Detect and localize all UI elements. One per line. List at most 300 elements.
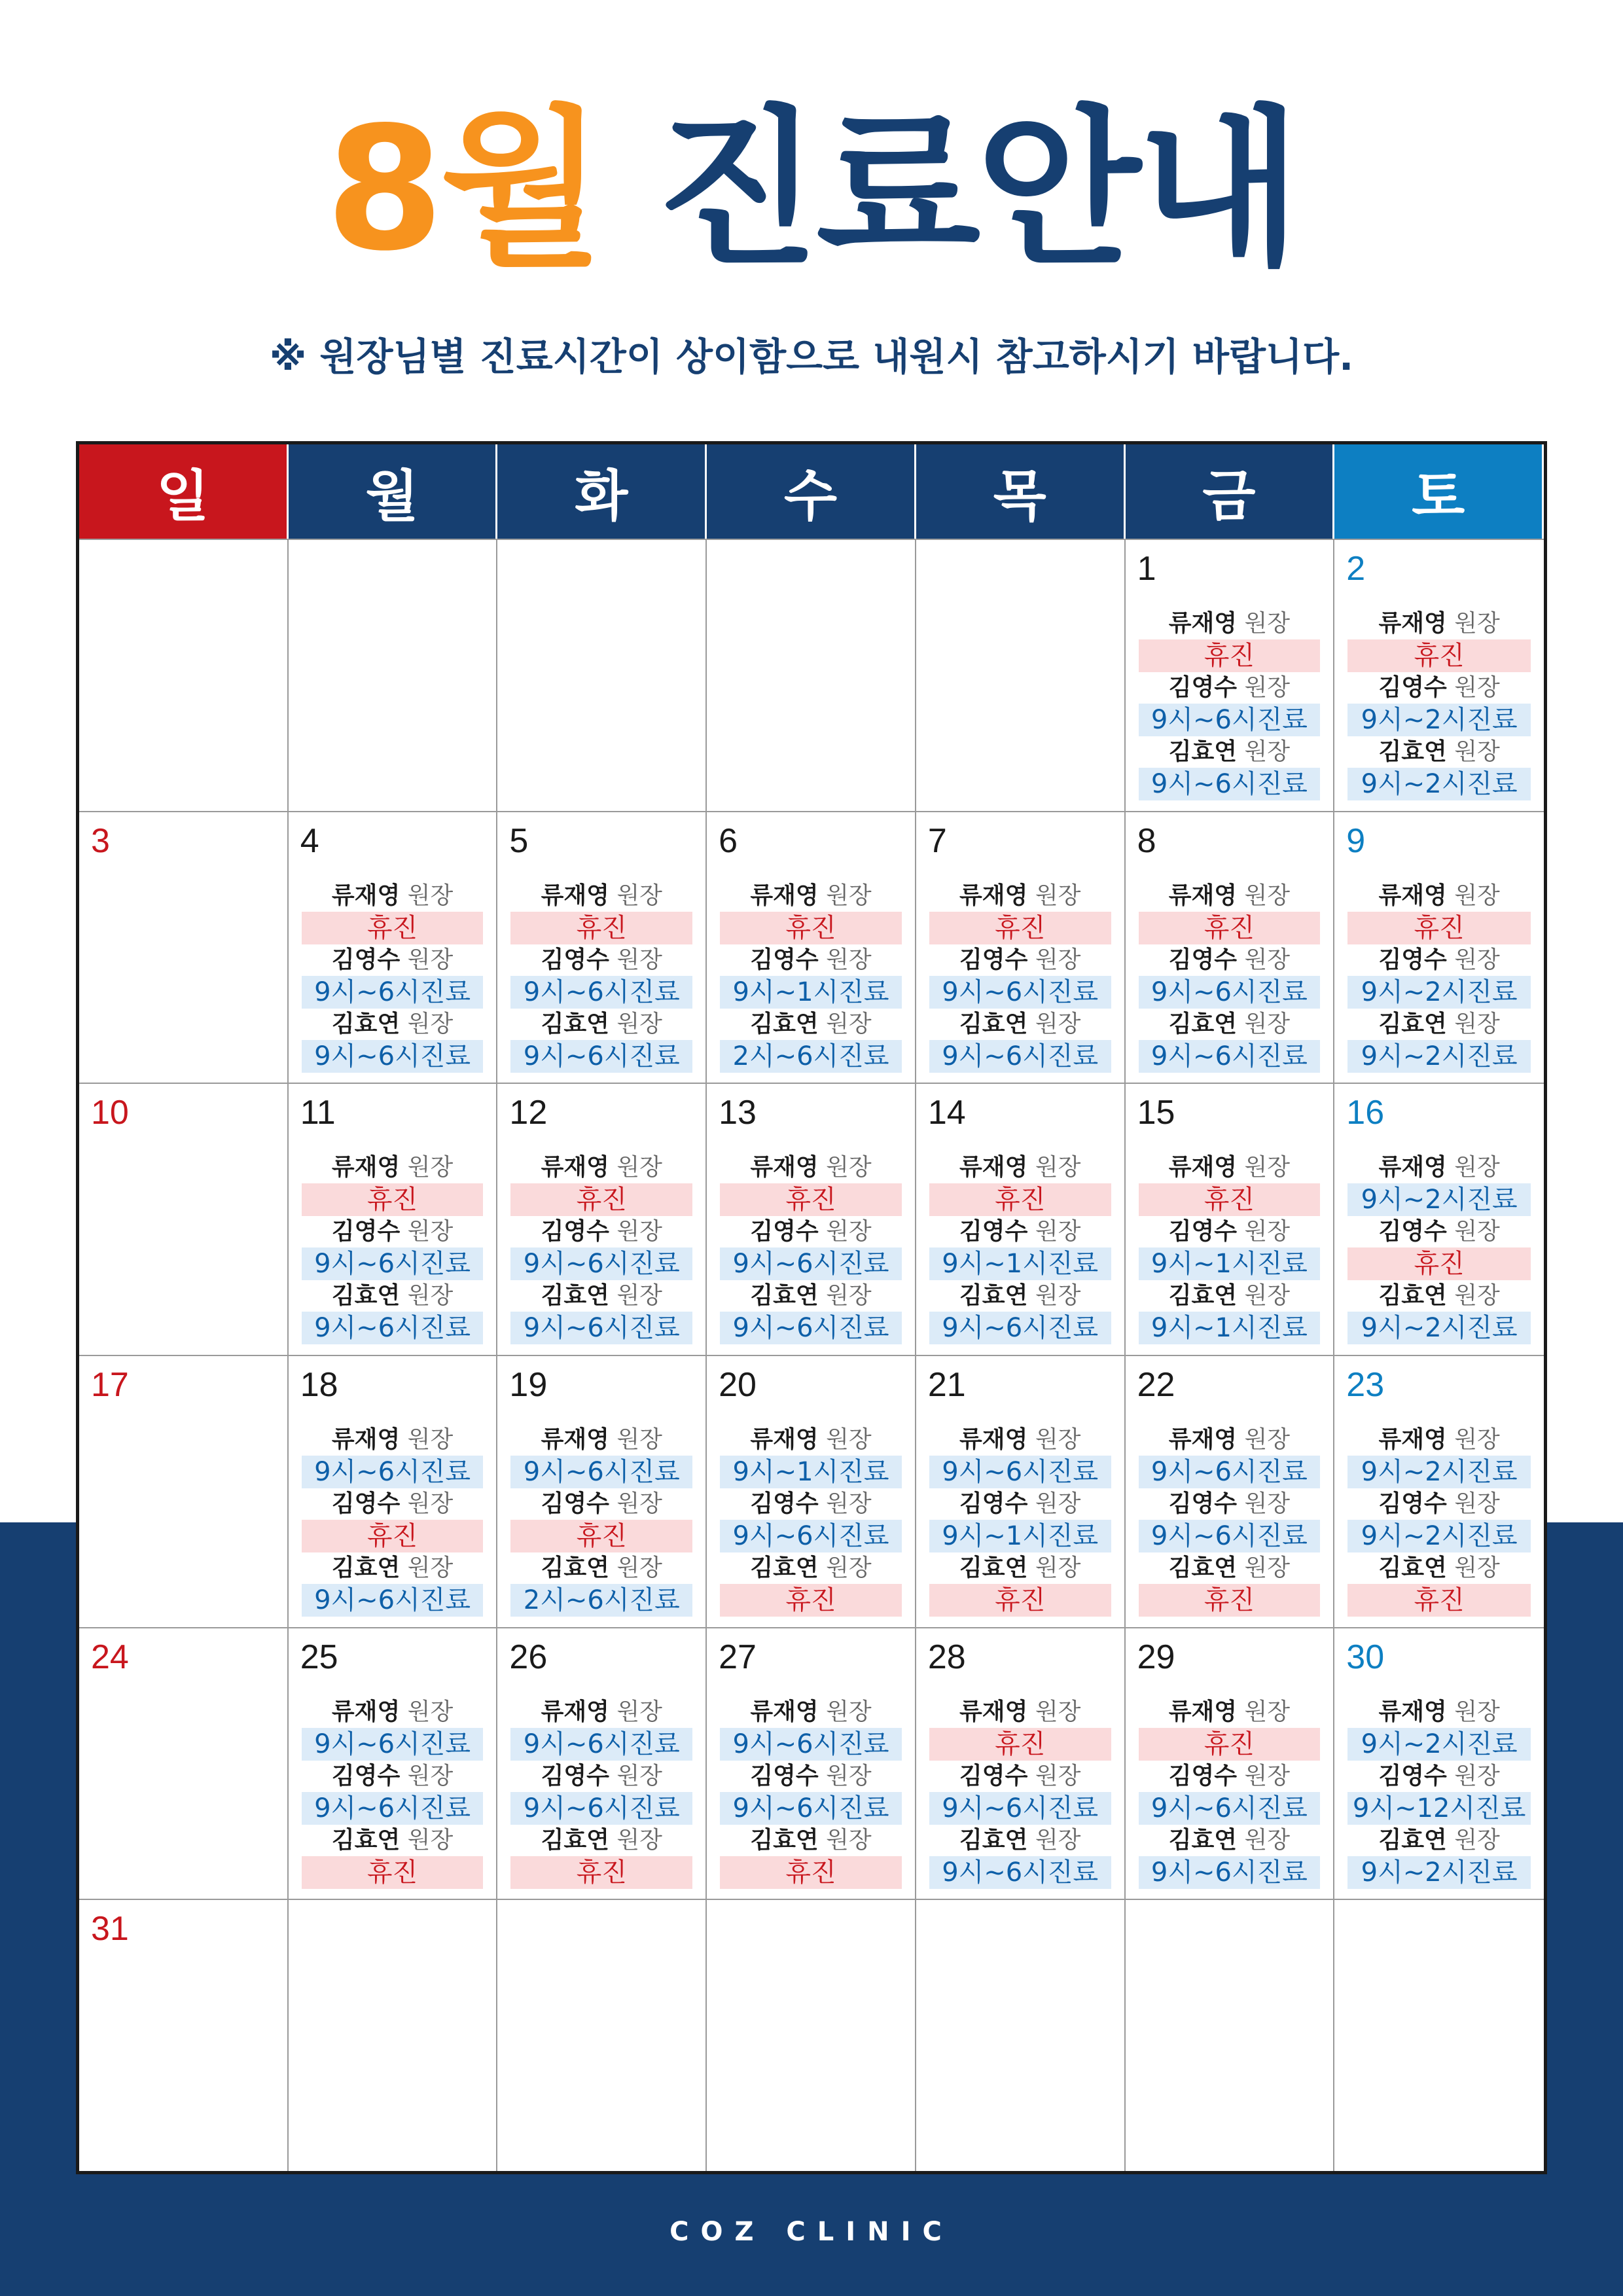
day-number: 28 <box>927 1638 966 1676</box>
doctor-line <box>1347 1488 1531 1520</box>
day-cell <box>707 539 916 811</box>
doctor-line <box>302 1761 484 1792</box>
day-number: 12 <box>509 1094 548 1132</box>
hours-status: 2시~6시진료 <box>720 1040 902 1073</box>
doctor-name: 김영수 <box>331 946 401 973</box>
weekday-header: 금 <box>1126 444 1335 539</box>
doctor-line <box>510 880 692 912</box>
doctor-line <box>720 1696 902 1728</box>
day-number: 23 <box>1346 1365 1385 1404</box>
doctor-role: 원장 <box>407 1218 454 1246</box>
doctor-name: 김영수 <box>541 1762 609 1789</box>
hours-status: 9시~6시진료 <box>302 1728 484 1761</box>
doctor-role: 원장 <box>616 1490 662 1517</box>
day-cell <box>916 1355 1126 1627</box>
schedule-list <box>1139 880 1321 1073</box>
hours-status: 9시~6시진료 <box>302 1456 484 1488</box>
day-cell <box>289 539 498 811</box>
doctor-role: 원장 <box>1244 1282 1291 1310</box>
closed-status: 휴진 <box>1139 1728 1321 1761</box>
doctor-name: 김영수 <box>750 1762 819 1789</box>
doctor-line <box>1139 1761 1321 1792</box>
day-number: 20 <box>719 1365 757 1404</box>
doctor-name: 류재영 <box>750 1698 819 1725</box>
doctor-name: 김효연 <box>959 1010 1028 1037</box>
day-cell <box>1334 811 1544 1083</box>
doctor-name: 김영수 <box>959 1490 1028 1517</box>
doctor-role: 원장 <box>1244 1826 1291 1854</box>
day-cell <box>497 1355 707 1627</box>
hours-status: 9시~2시진료 <box>1347 1183 1531 1216</box>
doctor-role: 원장 <box>1454 1490 1500 1517</box>
hours-status: 9시~6시진료 <box>929 1040 1111 1073</box>
closed-status: 휴진 <box>1139 1183 1321 1216</box>
doctor-name: 김효연 <box>959 1282 1028 1310</box>
closed-status: 휴진 <box>929 1584 1111 1617</box>
schedule-list <box>1347 1152 1531 1344</box>
hours-status: 9시~6시진료 <box>720 1520 902 1552</box>
doctor-name: 김영수 <box>1378 1218 1447 1246</box>
doctor-name: 김효연 <box>541 1010 609 1037</box>
doctor-name: 김효연 <box>331 1010 401 1037</box>
day-number: 3 <box>91 821 110 860</box>
day-cell <box>1334 1083 1544 1355</box>
hours-status: 9시~6시진료 <box>1139 1792 1321 1825</box>
doctor-role: 원장 <box>407 1490 454 1517</box>
doctor-name: 류재영 <box>1378 610 1447 637</box>
hours-status: 9시~6시진료 <box>720 1728 902 1761</box>
day-number: 11 <box>300 1094 336 1132</box>
hours-status: 9시~12시진료 <box>1347 1792 1531 1825</box>
doctor-line <box>720 1825 902 1856</box>
day-number: 15 <box>1137 1094 1175 1132</box>
day-cell <box>79 539 289 811</box>
doctor-role: 원장 <box>1035 1154 1081 1181</box>
hours-status: 9시~1시진료 <box>1139 1247 1321 1280</box>
hours-status: 9시~2시진료 <box>1347 1456 1531 1488</box>
doctor-line <box>1139 880 1321 912</box>
doctor-line <box>929 880 1111 912</box>
doctor-line <box>1139 1488 1321 1520</box>
doctor-name: 김영수 <box>1168 1490 1238 1517</box>
hours-status: 9시~2시진료 <box>1347 976 1531 1009</box>
doctor-role: 원장 <box>407 946 454 973</box>
doctor-name: 김효연 <box>1168 1010 1238 1037</box>
doctor-line <box>510 1216 692 1247</box>
day-cell <box>1334 1355 1544 1627</box>
day-number: 1 <box>1137 550 1156 588</box>
schedule-list <box>1139 608 1321 800</box>
doctor-line <box>1139 1152 1321 1183</box>
doctor-name: 김영수 <box>541 946 609 973</box>
doctor-name: 김효연 <box>1378 1554 1447 1581</box>
schedule-list <box>302 1152 484 1344</box>
doctor-line <box>1347 1280 1531 1312</box>
hours-status: 9시~2시진료 <box>1347 704 1531 736</box>
doctor-name: 김영수 <box>1168 946 1238 973</box>
closed-status: 휴진 <box>302 1856 484 1889</box>
day-number: 13 <box>719 1094 757 1132</box>
doctor-role: 원장 <box>1244 1218 1291 1246</box>
schedule-list <box>302 1696 484 1889</box>
doctor-line <box>1139 1552 1321 1584</box>
brand-name: COZ CLINIC <box>669 2217 954 2247</box>
doctor-line <box>302 880 484 912</box>
notice-text: ※ 원장님별 진료시간이 상이함으로 내원시 참고하시기 바랍니다. <box>269 334 1354 379</box>
doctor-role: 원장 <box>616 1826 662 1854</box>
schedule-list <box>302 880 484 1073</box>
doctor-role: 원장 <box>826 946 872 973</box>
doctor-line <box>720 1280 902 1312</box>
hours-status: 9시~6시진료 <box>510 1792 692 1825</box>
day-cell <box>1334 1627 1544 1899</box>
day-cell <box>79 1355 289 1627</box>
doctor-name: 류재영 <box>959 1426 1028 1453</box>
hours-status: 9시~6시진료 <box>1139 976 1321 1009</box>
schedule-list <box>1347 880 1531 1073</box>
schedule-list <box>1139 1152 1321 1344</box>
day-cell <box>289 1355 498 1627</box>
doctor-role: 원장 <box>1454 1010 1500 1037</box>
doctor-name: 김효연 <box>1378 738 1447 765</box>
day-cell <box>1126 1899 1335 2171</box>
doctor-role: 원장 <box>1035 1218 1081 1246</box>
doctor-line <box>720 1216 902 1247</box>
closed-status: 휴진 <box>1139 1584 1321 1617</box>
doctor-role: 원장 <box>616 946 662 973</box>
hours-status: 9시~6시진료 <box>1139 1040 1321 1073</box>
day-cell <box>289 811 498 1083</box>
day-cell <box>1126 539 1335 811</box>
doctor-role: 원장 <box>826 1426 872 1453</box>
doctor-role: 원장 <box>1244 1154 1291 1181</box>
doctor-role: 원장 <box>1244 1762 1291 1789</box>
closed-status: 휴진 <box>510 1183 692 1216</box>
doctor-name: 류재영 <box>1378 1698 1447 1725</box>
doctor-role: 원장 <box>1244 946 1291 973</box>
day-number: 25 <box>300 1638 338 1676</box>
doctor-name: 김영수 <box>331 1490 401 1517</box>
doctor-line <box>302 1280 484 1312</box>
day-cell <box>916 1083 1126 1355</box>
closed-status: 휴진 <box>510 1520 692 1552</box>
hours-status: 9시~6시진료 <box>1139 1856 1321 1889</box>
doctor-role: 원장 <box>1035 1826 1081 1854</box>
day-cell <box>79 1627 289 1899</box>
doctor-name: 김효연 <box>1168 1826 1238 1854</box>
schedule-list <box>929 1696 1111 1889</box>
closed-status: 휴진 <box>510 1856 692 1889</box>
doctor-line <box>510 1552 692 1584</box>
closed-status: 휴진 <box>1347 1584 1531 1617</box>
doctor-line <box>1347 1424 1531 1456</box>
doctor-role: 원장 <box>1454 1554 1500 1581</box>
doctor-line <box>1139 1424 1321 1456</box>
doctor-name: 류재영 <box>750 882 819 909</box>
doctor-line <box>720 1488 902 1520</box>
hours-status: 9시~6시진료 <box>720 1792 902 1825</box>
day-number: 6 <box>719 821 738 860</box>
doctor-name: 류재영 <box>331 1426 401 1453</box>
doctor-name: 김효연 <box>1168 1554 1238 1581</box>
title-main: 진료안내 <box>655 91 1298 289</box>
weekday-header: 목 <box>916 444 1126 539</box>
day-cell <box>1334 539 1544 811</box>
doctor-name: 류재영 <box>1378 1154 1447 1181</box>
doctor-name: 류재영 <box>1378 882 1447 909</box>
hours-status: 9시~6시진료 <box>302 1312 484 1344</box>
doctor-line <box>720 1009 902 1040</box>
day-cell <box>707 1083 916 1355</box>
doctor-name: 김영수 <box>959 946 1028 973</box>
doctor-name: 김영수 <box>750 946 819 973</box>
doctor-role: 원장 <box>1035 946 1081 973</box>
hours-status: 9시~6시진료 <box>302 976 484 1009</box>
doctor-line <box>510 1825 692 1856</box>
doctor-line <box>510 944 692 976</box>
doctor-role: 원장 <box>407 1826 454 1854</box>
day-cell <box>497 539 707 811</box>
hours-status: 9시~6시진료 <box>510 1728 692 1761</box>
doctor-line <box>1347 1552 1531 1584</box>
day-cell <box>79 1083 289 1355</box>
hours-status: 9시~6시진료 <box>1139 768 1321 800</box>
doctor-line <box>302 1552 484 1584</box>
doctor-name: 김영수 <box>959 1218 1028 1246</box>
schedule-list <box>302 1424 484 1617</box>
doctor-role: 원장 <box>407 1282 454 1310</box>
doctor-role: 원장 <box>1454 1154 1500 1181</box>
doctor-name: 류재영 <box>1168 1698 1238 1725</box>
schedule-list <box>929 880 1111 1073</box>
doctor-name: 김영수 <box>750 1490 819 1517</box>
doctor-line <box>302 944 484 976</box>
hours-status: 2시~6시진료 <box>510 1584 692 1617</box>
day-number: 27 <box>719 1638 757 1676</box>
closed-status: 휴진 <box>302 912 484 944</box>
closed-status: 휴진 <box>720 1856 902 1889</box>
doctor-line <box>510 1152 692 1183</box>
doctor-line <box>1347 736 1531 768</box>
doctor-role: 원장 <box>407 882 454 909</box>
day-cell <box>497 1083 707 1355</box>
day-cell <box>916 811 1126 1083</box>
doctor-role: 원장 <box>826 1490 872 1517</box>
doctor-line <box>720 880 902 912</box>
schedule-list <box>510 1152 692 1344</box>
doctor-name: 류재영 <box>1168 1154 1238 1181</box>
day-number: 21 <box>927 1365 966 1404</box>
doctor-line <box>1139 672 1321 704</box>
doctor-name: 류재영 <box>959 1154 1028 1181</box>
doctor-line <box>302 1424 484 1456</box>
closed-status: 휴진 <box>720 1584 902 1617</box>
doctor-role: 원장 <box>1035 1698 1081 1725</box>
doctor-name: 김효연 <box>541 1282 609 1310</box>
calendar <box>76 441 1547 2174</box>
doctor-role: 원장 <box>826 882 872 909</box>
hours-status: 9시~6시진료 <box>1139 1456 1321 1488</box>
doctor-line <box>302 1696 484 1728</box>
closed-status: 휴진 <box>720 912 902 944</box>
schedule-list <box>720 1424 902 1617</box>
day-cell <box>289 1627 498 1899</box>
doctor-name: 김영수 <box>541 1490 609 1517</box>
doctor-name: 김영수 <box>1378 1490 1447 1517</box>
weekday-header: 월 <box>289 444 498 539</box>
title-month: 8월 <box>325 91 601 289</box>
doctor-role: 원장 <box>1454 674 1500 701</box>
hours-status: 9시~6시진료 <box>929 976 1111 1009</box>
doctor-role: 원장 <box>826 1154 872 1181</box>
schedule-list <box>720 1696 902 1889</box>
doctor-name: 김효연 <box>750 1010 819 1037</box>
doctor-line <box>510 1488 692 1520</box>
doctor-line <box>929 944 1111 976</box>
doctor-line <box>929 1552 1111 1584</box>
doctor-name: 류재영 <box>1168 610 1238 637</box>
day-cell <box>289 1899 498 2171</box>
schedule-list <box>510 880 692 1073</box>
hours-status: 9시~6시진료 <box>510 976 692 1009</box>
day-cell <box>1126 811 1335 1083</box>
day-cell <box>707 1355 916 1627</box>
closed-status: 휴진 <box>929 1183 1111 1216</box>
doctor-name: 김효연 <box>750 1554 819 1581</box>
doctor-role: 원장 <box>826 1762 872 1789</box>
day-cell <box>707 811 916 1083</box>
doctor-name: 김효연 <box>541 1826 609 1854</box>
schedule-list <box>510 1696 692 1889</box>
day-number: 22 <box>1137 1365 1175 1404</box>
hours-status: 9시~6시진료 <box>1139 704 1321 736</box>
doctor-role: 원장 <box>1454 1426 1500 1453</box>
doctor-line <box>302 1009 484 1040</box>
doctor-line <box>929 1280 1111 1312</box>
doctor-name: 김영수 <box>1378 674 1447 701</box>
doctor-role: 원장 <box>616 1554 662 1581</box>
doctor-role: 원장 <box>1454 1826 1500 1854</box>
hours-status: 9시~6시진료 <box>929 1456 1111 1488</box>
day-number: 24 <box>91 1638 129 1676</box>
day-cell <box>497 1627 707 1899</box>
doctor-line <box>302 1488 484 1520</box>
hours-status: 9시~6시진료 <box>510 1456 692 1488</box>
doctor-name: 김효연 <box>1168 1282 1238 1310</box>
closed-status: 휴진 <box>1139 912 1321 944</box>
doctor-role: 원장 <box>826 1698 872 1725</box>
doctor-role: 원장 <box>826 1282 872 1310</box>
hours-status: 9시~6시진료 <box>510 1247 692 1280</box>
doctor-line <box>1139 1009 1321 1040</box>
day-cell <box>497 1899 707 2171</box>
doctor-name: 김영수 <box>1168 1218 1238 1246</box>
closed-status: 휴진 <box>510 912 692 944</box>
hours-status: 9시~2시진료 <box>1347 1040 1531 1073</box>
hours-status: 9시~1시진료 <box>929 1247 1111 1280</box>
doctor-role: 원장 <box>1035 1554 1081 1581</box>
doctor-role: 원장 <box>1244 610 1291 637</box>
day-cell <box>1334 1899 1544 2171</box>
doctor-role: 원장 <box>1454 738 1500 765</box>
closed-status: 휴진 <box>302 1183 484 1216</box>
doctor-line <box>1139 1216 1321 1247</box>
hours-status: 9시~2시진료 <box>1347 768 1531 800</box>
doctor-line <box>1347 1696 1531 1728</box>
doctor-line <box>302 1152 484 1183</box>
doctor-role: 원장 <box>1244 882 1291 909</box>
doctor-name: 김효연 <box>959 1826 1028 1854</box>
day-cell <box>1126 1355 1335 1627</box>
doctor-line <box>1347 944 1531 976</box>
doctor-name: 김영수 <box>1168 1762 1238 1789</box>
hours-status: 9시~1시진료 <box>1139 1312 1321 1344</box>
hours-status: 9시~6시진료 <box>302 1792 484 1825</box>
schedule-list <box>929 1152 1111 1344</box>
day-cell <box>916 1627 1126 1899</box>
doctor-line <box>1347 1152 1531 1183</box>
doctor-name: 김효연 <box>1378 1826 1447 1854</box>
doctor-name: 류재영 <box>1168 1426 1238 1453</box>
doctor-role: 원장 <box>1454 946 1500 973</box>
page-title <box>0 92 1623 288</box>
doctor-name: 류재영 <box>331 882 401 909</box>
doctor-role: 원장 <box>1454 610 1500 637</box>
day-cell <box>916 1899 1126 2171</box>
doctor-role: 원장 <box>616 882 662 909</box>
schedule-list <box>1139 1424 1321 1617</box>
hours-status: 9시~6시진료 <box>1139 1520 1321 1552</box>
day-number: 26 <box>509 1638 548 1676</box>
doctor-line <box>720 1552 902 1584</box>
doctor-line <box>1347 1009 1531 1040</box>
doctor-line <box>1139 1825 1321 1856</box>
doctor-line <box>510 1009 692 1040</box>
doctor-role: 원장 <box>1244 1490 1291 1517</box>
doctor-role: 원장 <box>616 1154 662 1181</box>
doctor-line <box>510 1424 692 1456</box>
doctor-line <box>1347 672 1531 704</box>
doctor-line <box>929 1825 1111 1856</box>
doctor-line <box>510 1696 692 1728</box>
doctor-line <box>1139 1280 1321 1312</box>
doctor-role: 원장 <box>826 1010 872 1037</box>
doctor-role: 원장 <box>1035 1762 1081 1789</box>
day-number: 19 <box>509 1365 548 1404</box>
doctor-line <box>510 1280 692 1312</box>
doctor-role: 원장 <box>407 1154 454 1181</box>
doctor-line <box>1139 608 1321 639</box>
doctor-line <box>1347 1825 1531 1856</box>
doctor-role: 원장 <box>1244 1010 1291 1037</box>
doctor-line <box>1347 880 1531 912</box>
hours-status: 9시~1시진료 <box>720 976 902 1009</box>
doctor-line <box>929 1009 1111 1040</box>
doctor-name: 김영수 <box>331 1762 401 1789</box>
doctor-line <box>1139 944 1321 976</box>
day-number: 16 <box>1346 1094 1385 1132</box>
doctor-line <box>929 1488 1111 1520</box>
closed-status: 휴진 <box>929 1728 1111 1761</box>
doctor-line <box>929 1761 1111 1792</box>
doctor-role: 원장 <box>1454 1762 1500 1789</box>
hours-status: 9시~6시진료 <box>720 1247 902 1280</box>
doctor-role: 원장 <box>1035 1010 1081 1037</box>
doctor-name: 김효연 <box>959 1554 1028 1581</box>
hours-status: 9시~2시진료 <box>1347 1520 1531 1552</box>
doctor-name: 류재영 <box>541 1426 609 1453</box>
doctor-name: 김효연 <box>750 1282 819 1310</box>
